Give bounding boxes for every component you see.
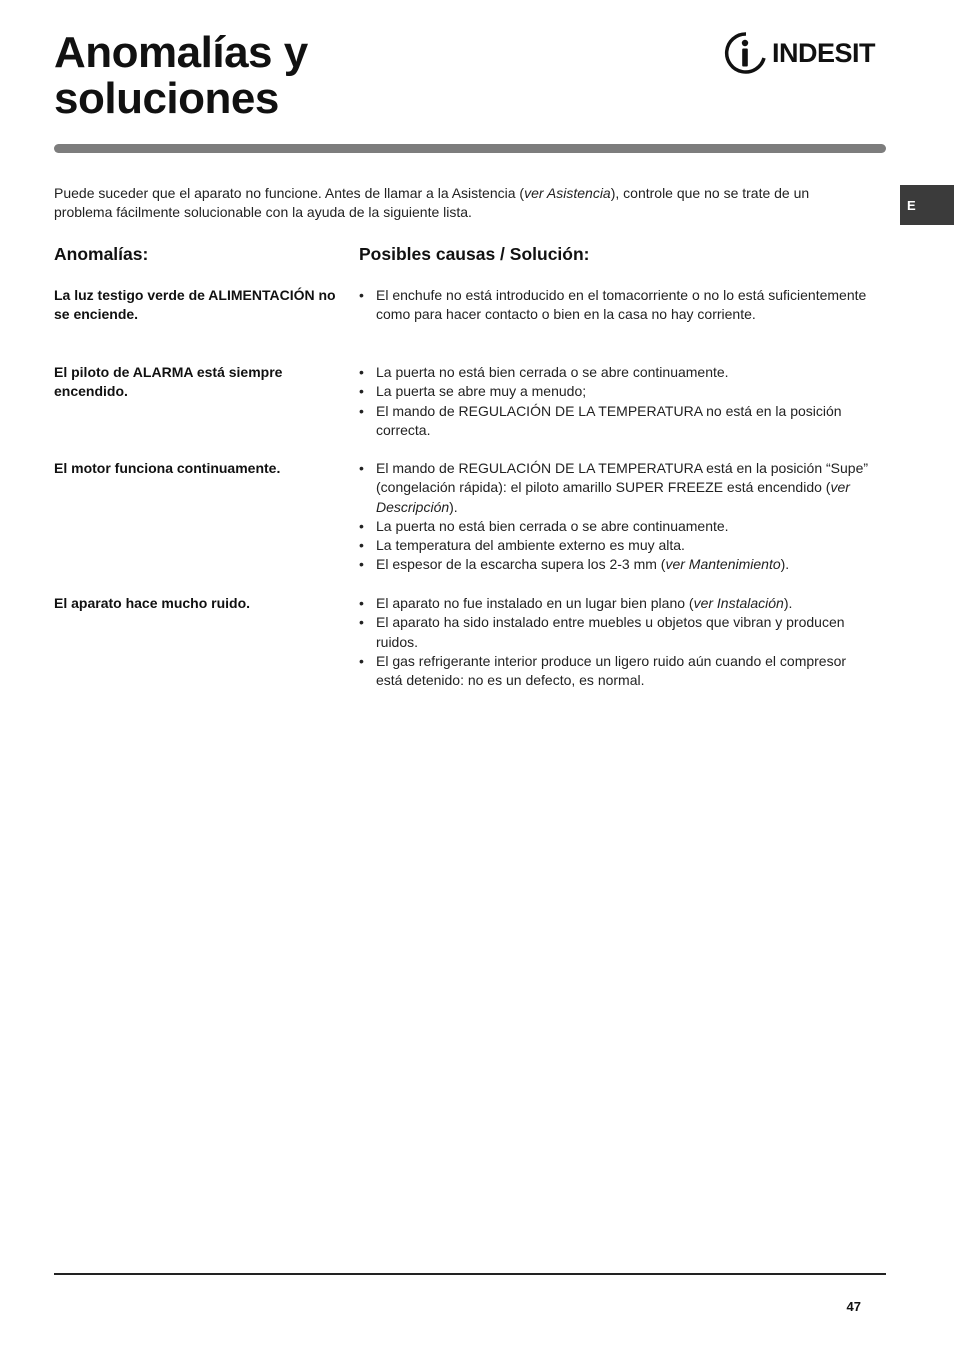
intro-reference: ver Asistencia (524, 185, 611, 201)
cause-reference: ver Instalación (693, 595, 784, 611)
brand-wordmark: INDESIT (772, 37, 876, 68)
problem-label: El motor funciona continuamente. (54, 460, 281, 476)
cause-text-end: ). (780, 556, 790, 573)
language-tab-label: E (907, 197, 916, 213)
title-divider (54, 144, 886, 153)
problem-label: El aparato hace mucho ruido. (54, 595, 251, 611)
page-number: 47 (846, 1299, 861, 1314)
page-title-line-2: soluciones (54, 74, 279, 123)
cause-item (359, 382, 874, 401)
cause-item (359, 517, 874, 536)
brand-logo (724, 30, 889, 76)
cause-text: La puerta no está bien cerrada o se abre continuamente. (376, 364, 729, 380)
cause-text: El aparato ha sido instalado entre muebles u objetos que vibran y producen ruidos. (376, 614, 845, 650)
cause-list (359, 286, 874, 325)
cause-item (359, 652, 874, 691)
cause-item (359, 594, 874, 613)
cause-text: El enchufe no está introducido en el tomacorriente o no lo está suficientemente como para hacer contacto o bien en la casa no hay corriente. (376, 287, 867, 323)
cause-item (359, 402, 874, 441)
cause-text: El gas refrigerante interior produce un ligero ruido aún cuando el compresor está detenido: no es un defecto, es normal. (376, 652, 847, 689)
cause-text: La puerta no está bien cerrada o se abre continuamente. (376, 517, 729, 534)
cause-list (359, 594, 874, 690)
intro-text-start: Puede suceder que el aparato no funcione. Antes de llamar a la Asistencia ( (54, 185, 525, 201)
cause-text: La puerta se abre muy a menudo; (376, 383, 587, 400)
page-title (54, 30, 308, 122)
problem-label: La luz testigo verde de ALIMENTACIÓN no se enciende. (54, 287, 336, 323)
cause-reference: ver Mantenimiento (665, 556, 781, 573)
cause-text-end: ). (449, 498, 458, 515)
cause-item (359, 613, 874, 652)
cause-text: La temperatura del ambiente externo es muy alta. (376, 537, 685, 554)
language-tab (900, 185, 954, 225)
cause-text: El aparato no fue instalado en un lugar bien plano ( (376, 595, 694, 611)
brand-info-icon (724, 31, 768, 75)
causes-column-heading: Posibles causas / Solución: (359, 244, 590, 264)
intro-text-end: ), controle que no se trate de un problema fácilmente solucionable con la ayuda de la siguiente lista. (54, 185, 810, 220)
footer-divider (54, 1273, 886, 1275)
cause-reference: ver Descripción (376, 479, 850, 515)
cause-item (359, 363, 874, 382)
cause-item (359, 555, 874, 574)
cause-list (359, 363, 874, 440)
problem-label: El piloto de ALARMA está siempre encendido. (54, 364, 283, 400)
cause-item (359, 286, 874, 325)
cause-text: El mando de REGULACIÓN DE LA TEMPERATURA no está en la posición correcta. (376, 402, 842, 438)
cause-item (359, 459, 874, 517)
anomalies-column-heading: Anomalías: (54, 244, 149, 264)
page-title-line-1: Anomalías y (54, 28, 308, 77)
cause-list (359, 459, 874, 575)
cause-text: El espesor de la escarcha supera los 2-3 mm ( (376, 556, 666, 573)
intro-paragraph (54, 184, 864, 222)
cause-text-end: ). (783, 595, 793, 611)
cause-text: El mando de REGULACIÓN DE LA TEMPERATURA está en la posición “Supe” (congelación rápida): el piloto amarillo SUPER FREEZE está encendido ( (376, 460, 869, 496)
cause-item (359, 536, 874, 555)
